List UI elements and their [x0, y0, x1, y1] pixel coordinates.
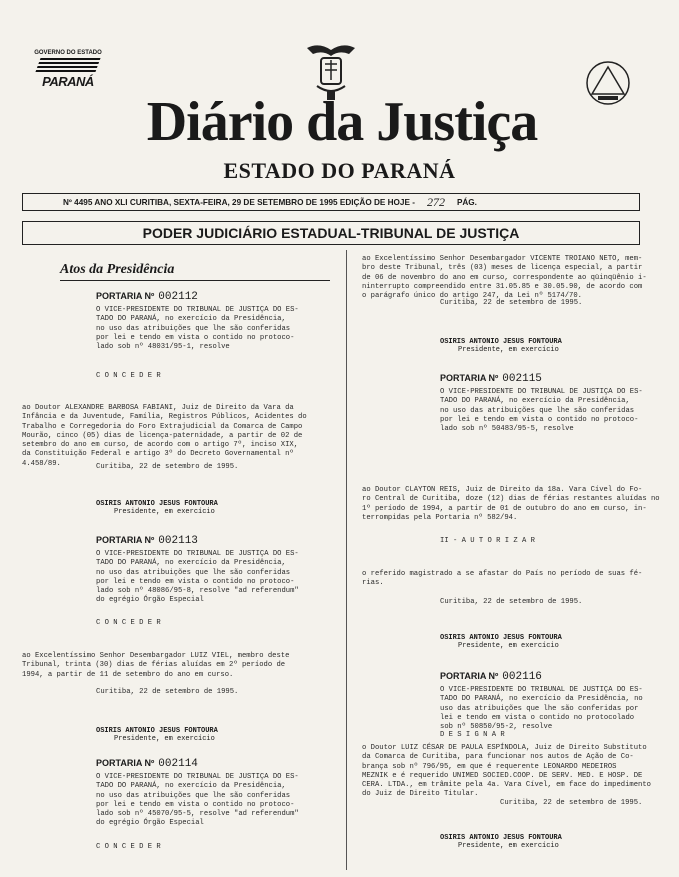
signature-role: Presidente, em exercício [114, 735, 215, 743]
portaria-number: 002113 [158, 535, 198, 547]
portaria-date: Curitiba, 22 de setembro de 1995. [96, 463, 239, 471]
portaria-intro: O VICE-PRESIDENTE DO TRIBUNAL DE JUSTIÇA DO ES- TADO DO PARANÁ, no exercício da Presidência, no uso das atribuições que lhe são conferidas por lei e tendo em vista o contido no protoco- lado sob nº 48031/95-1, resolve [96, 306, 299, 352]
portaria-verb: C O N C E D E R [96, 372, 161, 380]
signature [96, 727, 218, 743]
portaria-number: 002115 [502, 373, 542, 385]
signature [440, 338, 562, 354]
issue-info: Nº 4495 ANO XLI CURITIBA, SEXTA-FEIRA, 29 DE SETEMBRO DE 1995 EDIÇÃO DE HOJE - [63, 197, 415, 207]
section-banner: PODER JUDICIÁRIO ESTADUAL-TRIBUNAL DE JUSTIÇA [22, 221, 640, 245]
portaria-intro: O VICE-PRESIDENTE DO TRIBUNAL DE JUSTIÇA DO ES- TADO DO PARANÁ, no exercício da Presidência, no uso das atribuições que lhe são conferidas por lei e tendo em vista o contido no protoco- lado sob nº 50483/95-5, resolve [440, 388, 643, 434]
portaria-heading [440, 671, 542, 683]
portaria-label: PORTARIA Nº [96, 535, 155, 545]
signature-name: OSIRIS ANTONIO JESUS FONTOURA [440, 338, 562, 346]
portaria-number: 002114 [158, 758, 198, 770]
portaria-body: ao Excelentíssimo Senhor Desembargador VICENTE TROIANO NETO, mem- bro deste Tribunal, três (03) meses de licença especial, a partir de 06 de novembro do ano em curso, correspondente ao qüinqüênio i- ninterrupto compreendido entre 31.05.85 e 30.05.90, de acordo com o parágrafo único do artigo 247, da Lei nº 5174/70. [362, 255, 647, 301]
portaria-intro: O VICE-PRESIDENTE DO TRIBUNAL DE JUSTIÇA DO ES- TADO DO PARANÁ, no exercício da Presidência, no uso das atribuições que lhe são conferidas por lei e tendo em vista o contido no protoco- lado sob nº 48086/95-8, resolve "ad referendum" do egrégio Órgão Especial [96, 550, 299, 605]
portaria-label: PORTARIA Nº [96, 758, 155, 768]
signature-name: OSIRIS ANTONIO JESUS FONTOURA [440, 834, 562, 842]
portaria-intro: O VICE-PRESIDENTE DO TRIBUNAL DE JUSTIÇA DO ES- TADO DO PARANÁ, no exercício da Presidência, no uso das atribuições que lhe são conferidas por lei e tendo em vista o contido no protoco- lado sob nº 45070/95-5, resolve "ad referendum" do egrégio Órgão Especial [96, 773, 299, 828]
portaria-verb: C O N C E D E R [96, 619, 161, 627]
gov-state: PARANÁ [42, 74, 94, 89]
portaria-date: Curitiba, 22 de setembro de 1995. [440, 299, 583, 307]
portaria-body: ao Excelentíssimo Senhor Desembargador LUIZ VIEL, membro deste Tribunal, trinta (30) dias de férias aluídas em 2º período de 1994, a partir de 11 de setembro do ano em curso. [22, 652, 290, 679]
flag-bars-icon [35, 58, 100, 72]
portaria-number: 002116 [502, 671, 542, 683]
issue-info-bar [22, 193, 640, 211]
signature-role: Presidente, em exercício [114, 508, 215, 516]
gov-label: GOVERNO DO ESTADO [34, 50, 102, 56]
portaria-date: Curitiba, 22 de setembro de 1995. [500, 799, 643, 807]
portaria-verb: D E S I G N A R [440, 731, 505, 739]
signature-name: OSIRIS ANTONIO JESUS FONTOURA [96, 500, 218, 508]
signature [440, 834, 562, 850]
portaria-verb: C O N C E D E R [96, 843, 161, 851]
portaria-intro: O VICE-PRESIDENTE DO TRIBUNAL DE JUSTIÇA DO ES- TADO DO PARANÁ, no exercício da Presidência, no uso das atribuições que lhe são conferidas por lei e tendo em vista o contido no protocolado sob nº 50850/95-2, resolve [440, 686, 643, 732]
portaria-body: ao Doutor CLAYTON REIS, Juiz de Direito da 18a. Vara Cível do Fo- ro Central de Curitiba, doze (12) dias de férias restantes aluídas no 1º período de 1994, a partir de 01 de outubro do ano em curso, in- terrompidas pela Portaria nº 582/94. [362, 486, 660, 522]
portaria-date: Curitiba, 22 de setembro de 1995. [96, 688, 239, 696]
section-title: Atos da Presidência [60, 262, 330, 281]
portaria-label: PORTARIA Nº [96, 291, 155, 301]
portaria-body: o referido magistrado a se afastar do País no período de suas fé- rias. [362, 570, 643, 588]
portaria-verb: II - A U T O R I Z A R [440, 537, 535, 545]
column-divider [346, 250, 347, 870]
signature-role: Presidente, em exercício [458, 642, 559, 650]
government-logo [28, 50, 108, 89]
signature-role: Presidente, em exercício [458, 842, 559, 850]
page-count: 272 [426, 194, 445, 209]
portaria-body: ao Doutor ALEXANDRE BARBOSA FABIANI, Juiz de Direito da Vara da Infância e da Juventude, Família, Registros Públicos, Acidentes do Trabalho e Corregedoria do Foro Extrajudicial da Comarca de Campo Mourão, cinco (05) dias de licença-paternidade, a partir de 02 de setembro do ano em curso, de acordo com o artigo 7º, inciso XIX, da Constituição Federal e artigo 3º do Decreto Governamental nº 4.458/89. [22, 404, 307, 468]
portaria-heading [96, 758, 198, 770]
portaria-heading [96, 535, 198, 547]
portaria-label: PORTARIA Nº [440, 373, 499, 383]
masthead-title: Diário da Justiça [146, 91, 538, 153]
portaria-date: Curitiba, 22 de setembro de 1995. [440, 598, 583, 606]
portaria-label: PORTARIA Nº [440, 671, 499, 681]
portaria-heading [96, 291, 198, 303]
portaria-heading [440, 373, 542, 385]
signature-role: Presidente, em exercício [458, 346, 559, 354]
portaria-number: 002112 [158, 291, 198, 303]
portaria-body: o Doutor LUIZ CÉSAR DE PAULA ESPÍNDOLA, Juiz de Direito Substituto da Comarca de Curitiba, para funcionar nos autos de Ação de Co- brança sob nº 796/95, em que é requerente LEONARDO MEDEIROS MEZNIK e é requerido UNIMED SOCIED.COOP. DE SERV. MED. E HOSP. DE CERA. LTDA., em trâmite pela 4a. Vara Cível, em face do impedimento do Juiz de Direito Titular. [362, 744, 651, 799]
signature [440, 634, 562, 650]
signature [96, 500, 218, 516]
signature-name: OSIRIS ANTONIO JESUS FONTOURA [96, 727, 218, 735]
signature-name: OSIRIS ANTONIO JESUS FONTOURA [440, 634, 562, 642]
state-subtitle: ESTADO DO PARANÁ [223, 158, 456, 183]
page-suffix: PÁG. [456, 197, 477, 207]
